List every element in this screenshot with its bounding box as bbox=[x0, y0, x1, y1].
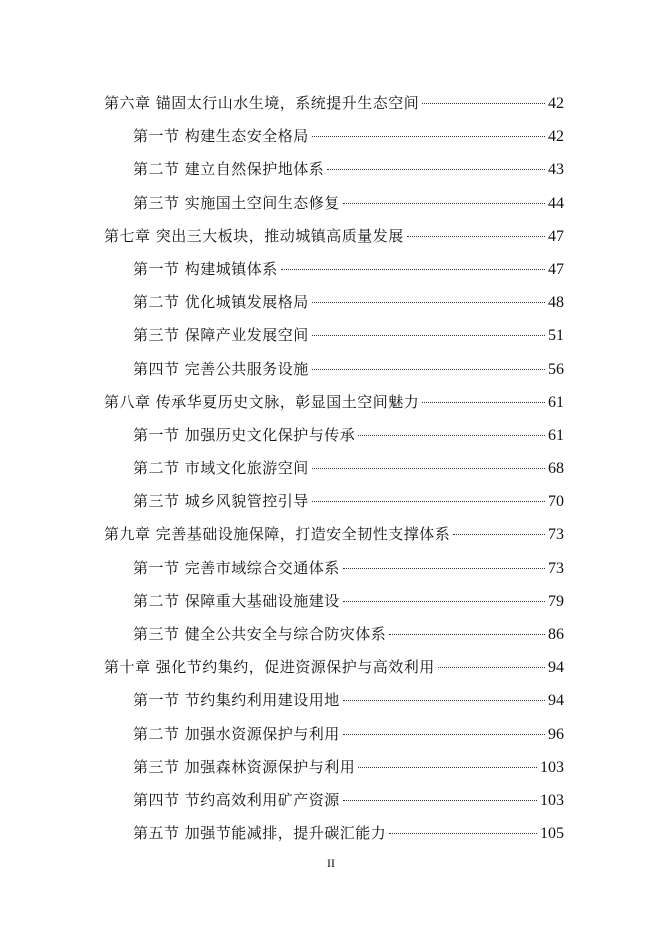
dot-leader bbox=[343, 601, 545, 602]
toc-entry[interactable] bbox=[104, 784, 564, 817]
dot-leader bbox=[312, 136, 545, 137]
dot-leader bbox=[312, 335, 545, 336]
toc-entry-title: 第三节 加强森林资源保护与利用 bbox=[133, 757, 356, 776]
toc-entry-page: 68 bbox=[548, 460, 564, 478]
toc-entry-page: 47 bbox=[548, 260, 564, 278]
toc-entry[interactable] bbox=[104, 120, 564, 153]
toc-entry[interactable] bbox=[104, 319, 564, 352]
toc-entry[interactable] bbox=[104, 552, 564, 585]
toc-entry-title: 第三节 实施国土空间生态修复 bbox=[133, 193, 340, 212]
toc-entry[interactable] bbox=[104, 419, 564, 452]
dot-leader bbox=[312, 302, 545, 303]
toc-entry-title: 第三节 城乡风貌管控引导 bbox=[133, 492, 309, 511]
toc-entry[interactable] bbox=[104, 87, 564, 120]
toc-entry[interactable] bbox=[104, 353, 564, 386]
dot-leader bbox=[422, 103, 545, 104]
toc-entry[interactable] bbox=[104, 618, 564, 651]
dot-leader bbox=[438, 667, 545, 668]
toc-entry-title: 第十章 强化节约集约，促进资源保护与高效利用 bbox=[104, 658, 435, 677]
toc-entry-page: 48 bbox=[548, 294, 564, 312]
dot-leader bbox=[389, 634, 545, 635]
toc-entry[interactable] bbox=[104, 518, 564, 551]
toc-entry-page: 70 bbox=[548, 493, 564, 511]
toc-entry[interactable] bbox=[104, 751, 564, 784]
toc-entry-title: 第八章 传承华夏历史文脉，彰显国土空间魅力 bbox=[104, 392, 420, 411]
toc-entry-page: 103 bbox=[540, 791, 564, 809]
toc-entry[interactable] bbox=[104, 220, 564, 253]
toc-entry[interactable] bbox=[104, 452, 564, 485]
toc-entry-page: 44 bbox=[548, 194, 564, 212]
dot-leader bbox=[281, 269, 545, 270]
toc-entry-page: 103 bbox=[540, 758, 564, 776]
dot-leader bbox=[312, 501, 545, 502]
page-number: II bbox=[327, 856, 335, 870]
dot-leader bbox=[358, 767, 537, 768]
toc-entry-page: 56 bbox=[548, 360, 564, 378]
toc-entry-page: 86 bbox=[548, 626, 564, 643]
toc-entry-title: 第一节 构建生态安全格局 bbox=[133, 127, 309, 146]
toc-entry-title: 第二节 市域文化旅游空间 bbox=[133, 459, 309, 478]
toc-entry[interactable] bbox=[104, 253, 564, 286]
toc-entry[interactable] bbox=[104, 651, 564, 684]
toc-entry-page: 94 bbox=[548, 692, 564, 710]
dot-leader bbox=[453, 534, 545, 535]
toc-entry-title: 第二节 加强水资源保护与利用 bbox=[133, 724, 340, 743]
toc-entry[interactable] bbox=[104, 286, 564, 319]
toc-entry-title: 第四节 完善公共服务设施 bbox=[133, 359, 309, 378]
dot-leader bbox=[358, 435, 545, 436]
toc-entry-title: 第二节 建立自然保护地体系 bbox=[133, 160, 325, 179]
toc-entry-page: 42 bbox=[548, 95, 564, 112]
toc-entry-title: 第三节 保障产业发展空间 bbox=[133, 326, 309, 345]
toc-entry-page: 94 bbox=[548, 659, 564, 677]
dot-leader bbox=[407, 236, 545, 237]
toc-entry-page: 61 bbox=[548, 393, 564, 411]
toc-entry-title: 第三节 健全公共安全与综合防灾体系 bbox=[133, 625, 387, 643]
toc-entry-title: 第一节 完善市域综合交通体系 bbox=[133, 558, 340, 577]
toc-entry[interactable] bbox=[104, 485, 564, 518]
toc-entry-title: 第九章 完善基础设施保障，打造安全韧性支撑体系 bbox=[104, 525, 451, 544]
dot-leader bbox=[343, 700, 545, 701]
dot-leader bbox=[327, 169, 545, 170]
toc-entry[interactable] bbox=[104, 817, 564, 850]
dot-leader bbox=[343, 800, 537, 801]
toc-entry[interactable] bbox=[104, 153, 564, 186]
toc-entry[interactable] bbox=[104, 718, 564, 751]
dot-leader bbox=[312, 468, 545, 469]
toc-entry-title: 第一节 构建城镇体系 bbox=[133, 259, 278, 278]
toc-entry-title: 第一节 加强历史文化保护与传承 bbox=[133, 425, 356, 444]
toc-entry-page: 105 bbox=[540, 825, 564, 843]
toc-entry-page: 43 bbox=[548, 161, 564, 179]
toc-entry-page: 61 bbox=[548, 426, 564, 444]
toc-entry[interactable] bbox=[104, 386, 564, 419]
toc-entry-page: 96 bbox=[548, 725, 564, 743]
toc-entry-title: 第二节 保障重大基础设施建设 bbox=[133, 591, 340, 610]
toc-entry-page: 47 bbox=[548, 227, 564, 245]
toc-entry-page: 51 bbox=[548, 327, 564, 345]
dot-leader bbox=[343, 734, 545, 735]
toc-entry-page: 42 bbox=[548, 128, 564, 146]
dot-leader bbox=[343, 568, 545, 569]
dot-leader bbox=[422, 402, 545, 403]
toc-entry-title: 第二节 优化城镇发展格局 bbox=[133, 293, 309, 312]
toc-entry-page: 73 bbox=[548, 559, 564, 577]
toc-entry-page: 79 bbox=[548, 592, 564, 610]
dot-leader bbox=[343, 203, 545, 204]
dot-leader bbox=[389, 833, 537, 834]
toc-entry-page: 73 bbox=[548, 526, 564, 544]
toc-entry[interactable] bbox=[104, 684, 564, 717]
dot-leader bbox=[312, 369, 545, 370]
toc-entry[interactable] bbox=[104, 585, 564, 618]
toc-entry-title: 第七章 突出三大板块，推动城镇高质量发展 bbox=[104, 226, 404, 245]
table-of-contents bbox=[104, 87, 564, 850]
toc-entry-title: 第六章 锚固太行山水生境，系统提升生态空间 bbox=[104, 94, 420, 112]
toc-entry[interactable] bbox=[104, 187, 564, 220]
toc-entry-title: 第一节 节约集约利用建设用地 bbox=[133, 691, 340, 710]
toc-entry-title: 第五节 加强节能减排，提升碳汇能力 bbox=[133, 824, 387, 843]
toc-entry-title: 第四节 节约高效利用矿产资源 bbox=[133, 790, 340, 809]
